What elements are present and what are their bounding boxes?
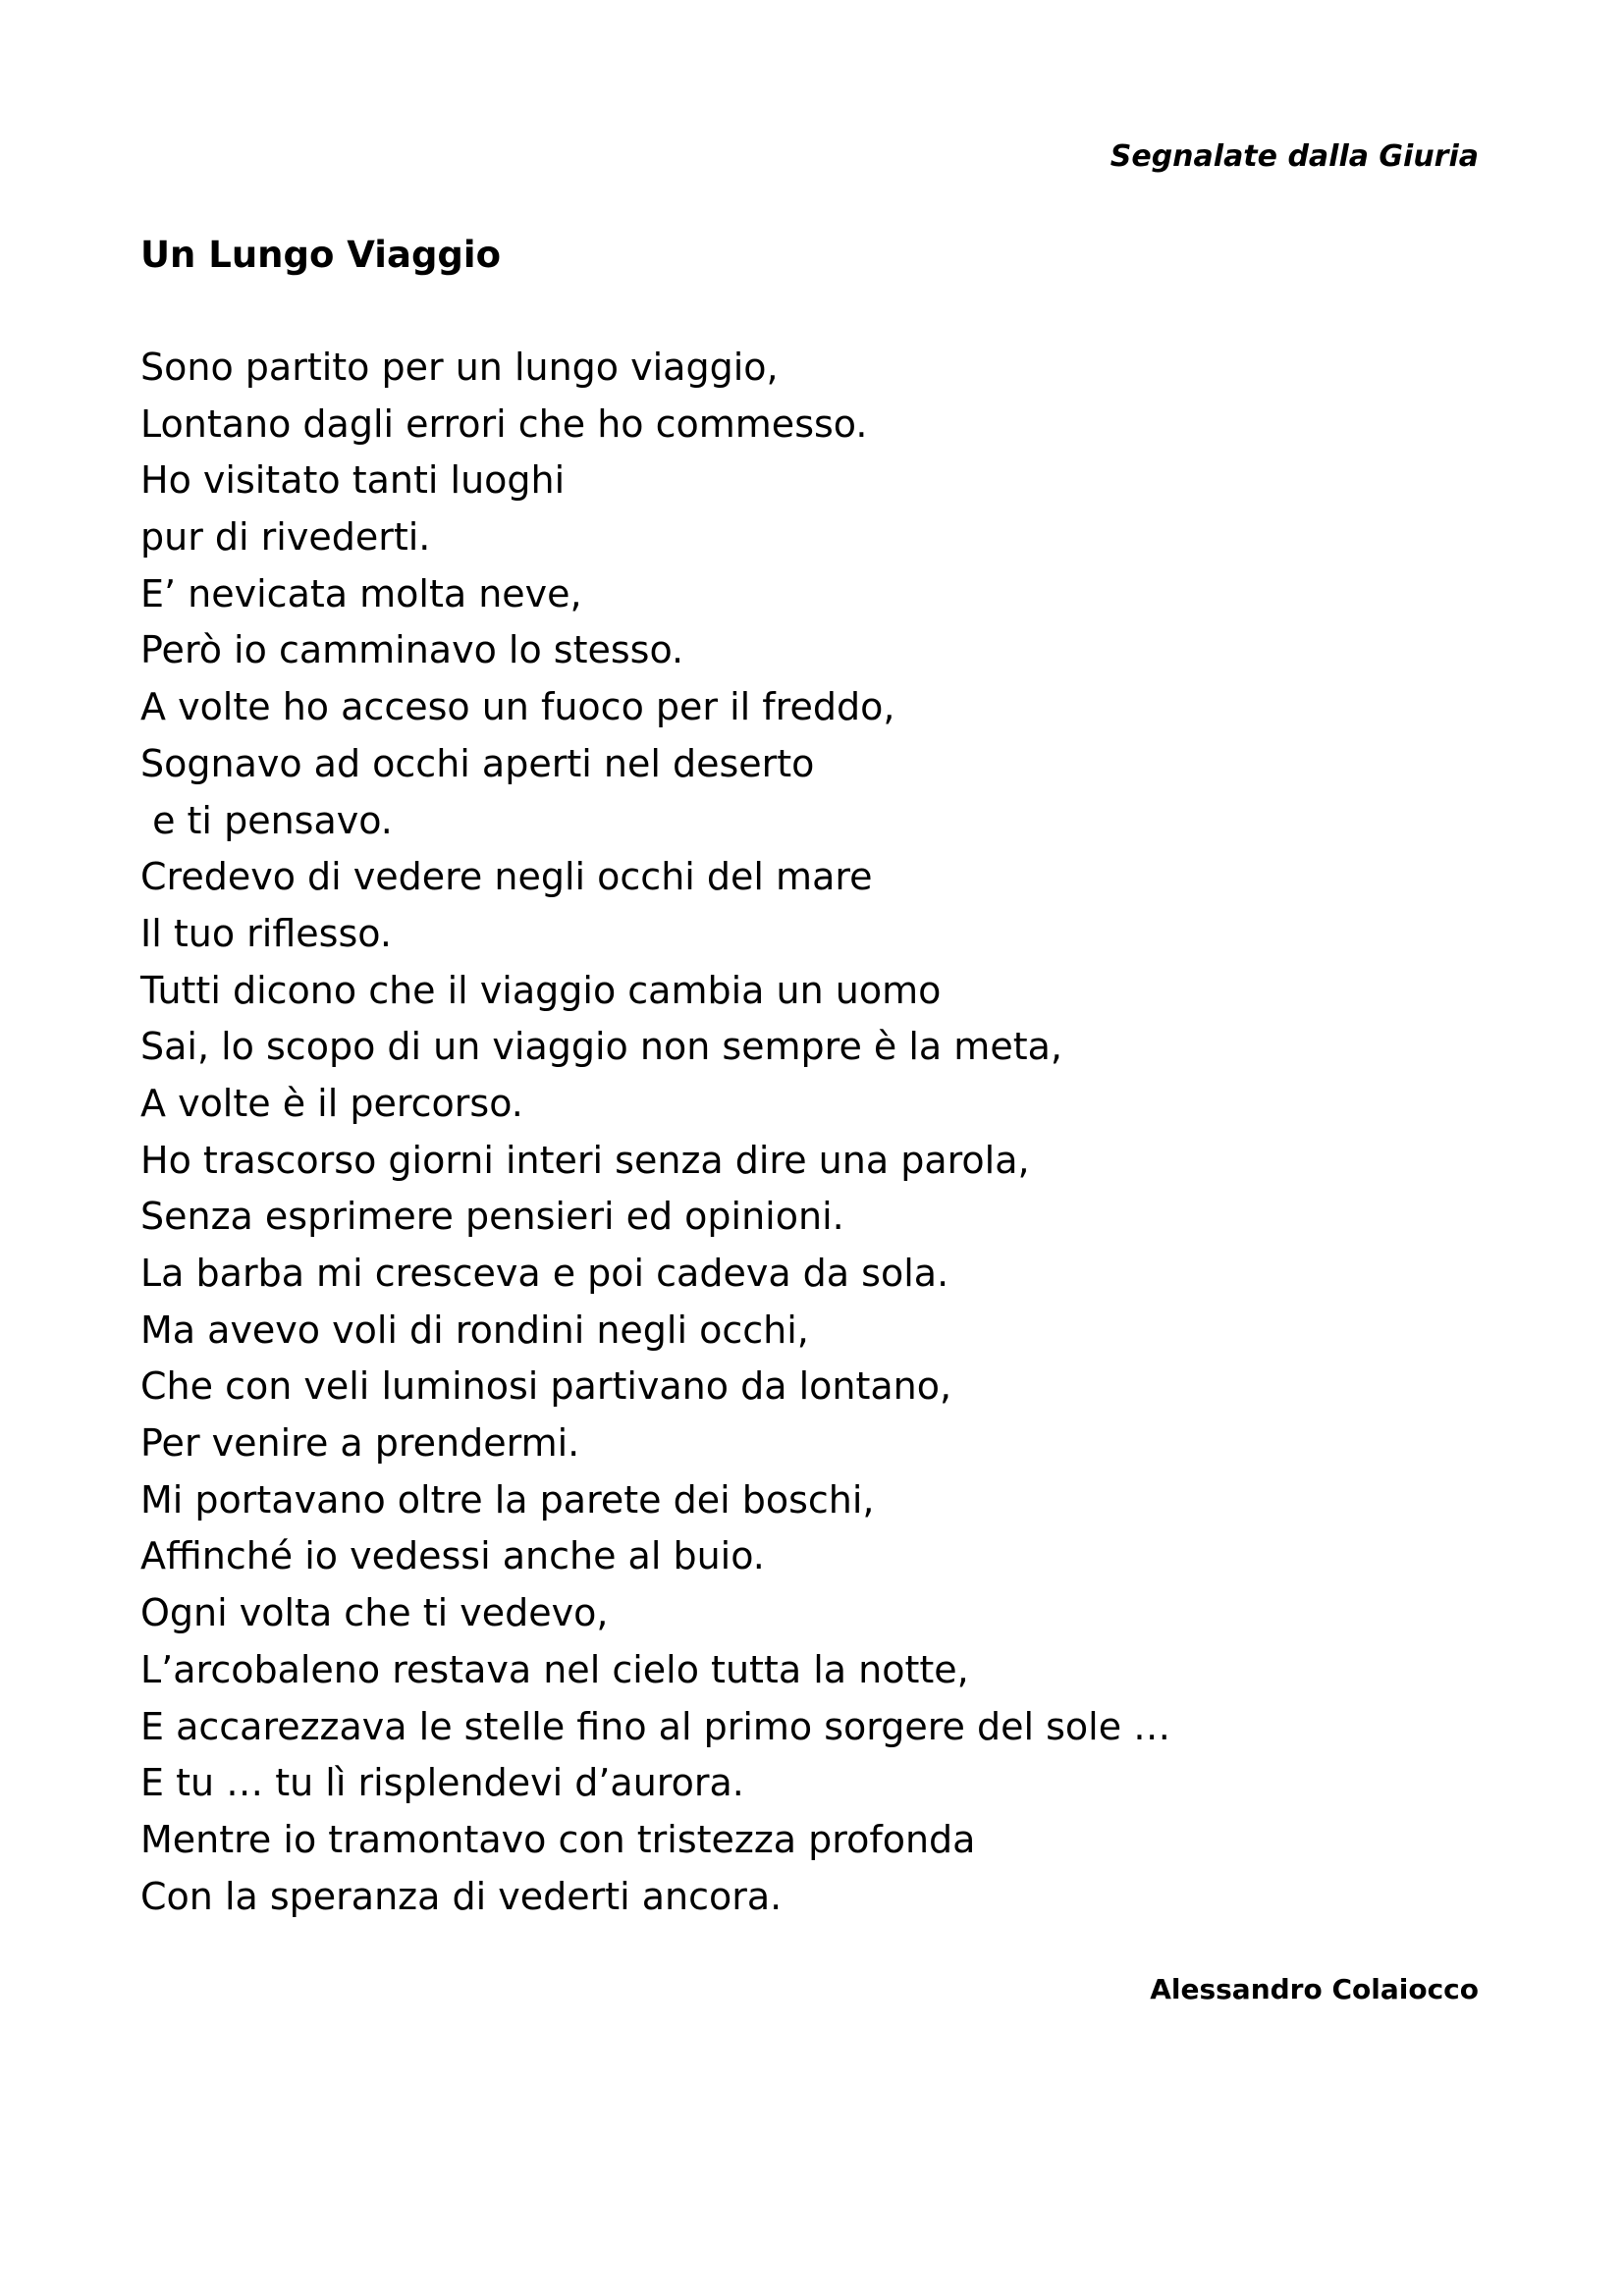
author-name: Alessandro Colaiocco: [1150, 1973, 1479, 2005]
poem-line: Sono partito per un lungo viaggio,: [140, 346, 779, 389]
poem-line: Il tuo riflesso.: [140, 911, 392, 955]
poem-title: Un Lungo Viaggio: [140, 234, 502, 276]
poem-line: Ho trascorso giorni interi senza dire una parola,: [140, 1138, 1030, 1182]
poem-body: [140, 340, 1170, 1925]
poem-line: Sai, lo scopo di un viaggio non sempre è la meta,: [140, 1025, 1062, 1069]
poem-line: Affinché io vedessi anche al buio.: [140, 1534, 765, 1578]
poem-line: Che con veli luminosi partivano da lontano,: [140, 1364, 952, 1409]
section-label: Segnalate dalla Giuria: [1110, 139, 1479, 174]
poem-line: Sognavo ad occhi aperti nel deserto: [140, 741, 815, 785]
poem-line: Però io camminavo lo stesso.: [140, 628, 684, 672]
poem-line: E accarezzava le stelle fino al primo sorgere del sole …: [140, 1704, 1171, 1748]
poem-line: A volte è il percorso.: [140, 1081, 523, 1125]
poem-line: Con la speranza di vederti ancora.: [140, 1874, 783, 1918]
poem-line: Senza esprimere pensieri ed opinioni.: [140, 1195, 844, 1239]
poem-line: L’arcobaleno restava nel cielo tutta la notte,: [140, 1647, 969, 1691]
poem-line: Per venire a prendermi.: [140, 1421, 580, 1466]
poem-line: Credevo di vedere negli occhi del mare: [140, 855, 873, 899]
poem-line: Ogni volta che ti vedevo,: [140, 1591, 609, 1635]
poem-line: Mentre io tramontavo con tristezza profonda: [140, 1817, 976, 1861]
poem-line: Ho visitato tanti luoghi: [140, 458, 566, 503]
poem-line: Lontano dagli errori che ho commesso.: [140, 401, 868, 446]
poem-line: Ma avevo voli di rondini negli occhi,: [140, 1308, 809, 1352]
poem-line: Mi portavano oltre la parete dei boschi,: [140, 1477, 875, 1522]
poem-line: pur di rivederti.: [140, 515, 431, 560]
poem-line: La barba mi cresceva e poi cadeva da sola.: [140, 1252, 949, 1295]
poem-line: Tutti dicono che il viaggio cambia un uomo: [140, 968, 942, 1012]
poem-line: E tu … tu lì risplendevi d’aurora.: [140, 1761, 744, 1805]
poem-line: A volte ho acceso un fuoco per il freddo,: [140, 685, 895, 729]
poem-line: e ti pensavo.: [140, 798, 393, 842]
poem-line: E’ nevicata molta neve,: [140, 571, 582, 615]
